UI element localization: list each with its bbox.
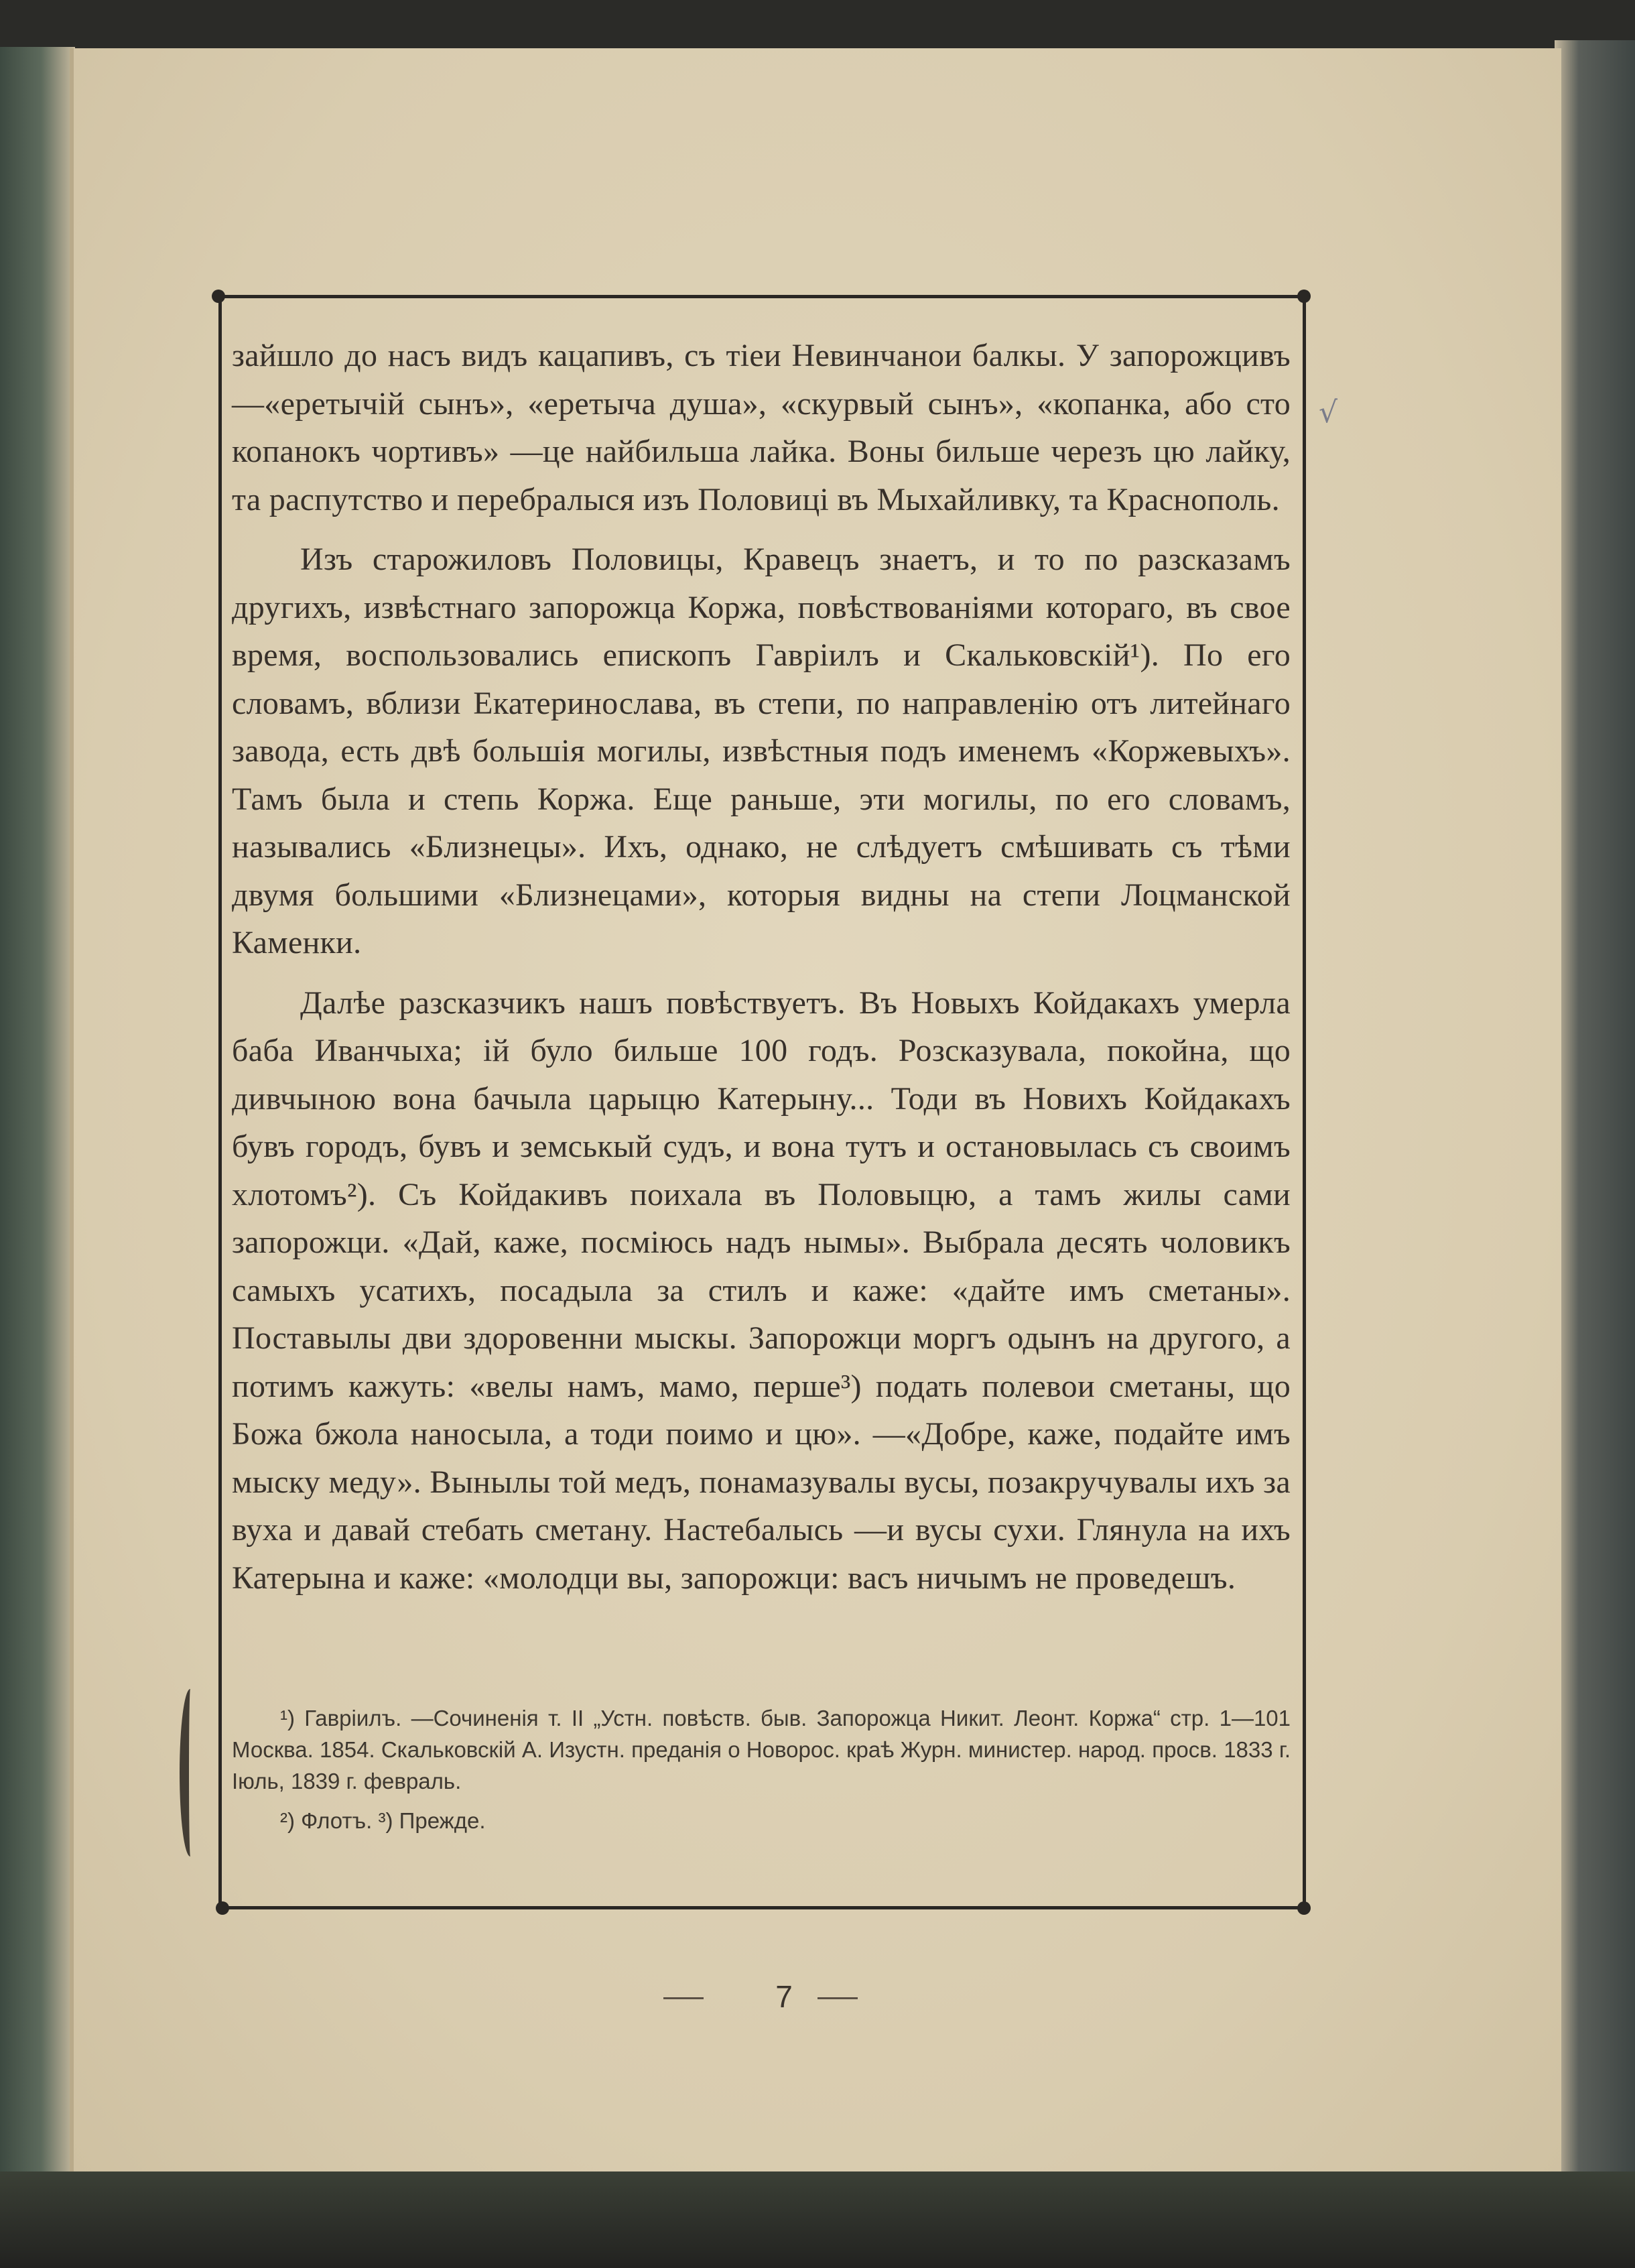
frame-bottom-rule — [221, 1906, 1300, 1909]
frame-left-rule — [218, 295, 222, 1910]
footnotes — [232, 1702, 1291, 1836]
ink-bracket-mark — [180, 1689, 201, 1856]
frame-top-rule — [216, 295, 1300, 298]
frame-right-rule — [1303, 295, 1306, 1910]
scan-top-edge — [0, 0, 1635, 54]
page-number-dash — [663, 1997, 704, 1999]
frame-corner-dot — [1297, 1901, 1311, 1915]
page-gutter — [70, 48, 74, 2173]
margin-checkmark: √ — [1319, 395, 1338, 430]
paragraph: зайшло до насъ видъ кацапивъ, съ тiеи Невинчанои балкы. У запорожцивъ —«еретычiй сынъ», «еретыча душа», «скурвый сынъ», «копанка, або сто копанокъ чортивъ» —це найбильша лайка. Воны бильше черезъ цю лайку, та распутство и перебралыся изъ Половицi въ Мыхайливку, та Краснополь. — [232, 338, 1291, 517]
book-binding — [0, 47, 75, 2178]
frame-corner-dot — [1297, 290, 1311, 303]
body-text — [232, 332, 1291, 1602]
page-number-dash — [818, 1997, 858, 1999]
paragraph: Далѣе разсказчикъ нашъ повѣствуетъ. Въ Новыхъ Койдакахъ умерла баба Иванчыха; iй було бильше 100 годъ. Розсказувала, покойна, що дивчыною вона бачыла царыцю Катерыну... Тоди въ Новихъ Койдакахъ бувъ городъ, бувъ и земськый судъ, и вона тутъ и остановылась съ своимъ хлотомъ²). Съ Койдакивъ поихала въ Половыцю, а тамъ жилы сами запорожци. «Дай, каже, посмiюсь надъ нымы». Выбрала десять чоловикъ самыхъ усатихъ, посадыла за стилъ и каже: «дайте имъ сметаны». Поставылы дви здоровенни мыскы. Запорожци моргъ одынъ на другого, а потимъ кажуть: «велы намъ, мамо, перше³) подать полевои сметаны, що Божа бжола наносыла, а тоди поимо и цю». —«Добре, каже, подайте имъ мыску меду». Вынылы той медъ, понамазувалы вусы, позакручувалы ихъ за вуха и давай стебать сметану. Настебалысь —и вусы сухи. Глянула на ихъ Катерына и каже: «молодци вы, запорожци: васъ ничымъ не проведешъ. — [232, 985, 1291, 1596]
page-number: 7 — [775, 1979, 793, 2014]
paragraph: Изъ старожиловъ Половицы, Кравецъ знаетъ, и то по разсказамъ другихъ, извѣстнаго запорожца Коржа, повѣствованiями котораго, въ свое время, воспользовались епископъ Гаврiилъ и Скальковскiй¹). По его словамъ, вблизи Екатеринослава, въ степи, по направленiю отъ литейнаго завода, есть двѣ большiя могилы, извѣстныя подъ именемъ «Коржевыхъ». Тамъ была и степь Коржа. Еще раньше, эти могилы, по его словамъ, назывались «Близнецы». Ихъ, однако, не слѣдуетъ смѣшивать съ тѣми двумя большими «Близнецами», которыя видны на степи Лоцманской Каменки. — [232, 542, 1291, 960]
scan-bottom-edge — [0, 2171, 1635, 2268]
frame-corner-dot — [212, 290, 225, 303]
frame-corner-dot — [216, 1901, 229, 1915]
footnote: ¹) Гаврiилъ. —Сочиненiя т. II „Устн. повѣств. быв. Запорожца Никит. Леонт. Коржа“ стр. 1—101 Москва. 1854. Скальковскiй А. Изустн. преданiя о Новорос. краѣ Журн. министер. народ. просв. 1833 г. Iюль, 1839 г. февраль. — [232, 1706, 1291, 1793]
book-cover-edge — [1555, 40, 1635, 2178]
footnote: ²) Флотъ. ³) Прежде. — [280, 1808, 486, 1833]
